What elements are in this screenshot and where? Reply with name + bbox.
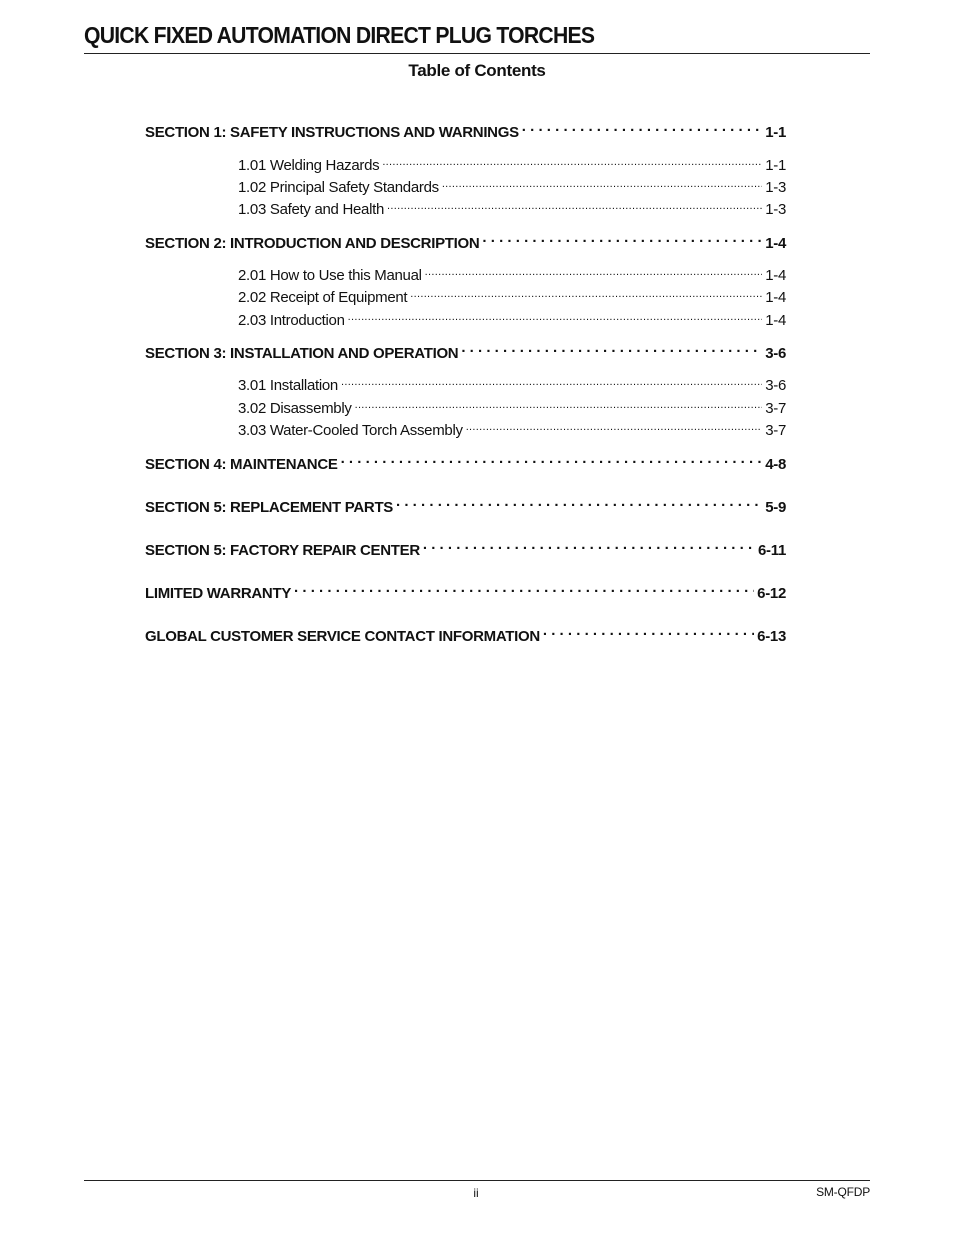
footer-page-number: ii xyxy=(473,1186,479,1200)
toc-page-number: 3-6 xyxy=(765,345,786,362)
toc-section-4[interactable] xyxy=(145,454,786,473)
toc-dot-leader xyxy=(382,155,762,170)
toc-page-number: 3-6 xyxy=(765,377,786,394)
table-of-contents xyxy=(145,0,786,700)
toc-subsection-1-02[interactable] xyxy=(238,177,786,196)
footer-divider xyxy=(84,1180,870,1181)
toc-subsection-3-02[interactable] xyxy=(238,398,786,417)
toc-entry-label: 1.02 Principal Safety Standards xyxy=(238,179,439,196)
toc-entry-label: 2.01 How to Use this Manual xyxy=(238,267,422,284)
toc-entry-label: SECTION 2: INTRODUCTION AND DESCRIPTION xyxy=(145,235,480,252)
toc-section-factory-repair[interactable] xyxy=(145,540,786,559)
toc-page-number: 6-11 xyxy=(758,542,786,559)
toc-subsection-3-03[interactable] xyxy=(238,420,786,439)
toc-page-number: 3-7 xyxy=(765,400,786,417)
toc-entry-label: 3.01 Installation xyxy=(238,377,338,394)
toc-page-number: 6-13 xyxy=(757,628,786,645)
toc-subsection-1-03[interactable] xyxy=(238,199,786,218)
toc-entry-label: 2.02 Receipt of Equipment xyxy=(238,289,408,306)
toc-subsection-1-01[interactable] xyxy=(238,155,786,174)
toc-subsection-2-03[interactable] xyxy=(238,310,786,329)
toc-dot-leader xyxy=(396,497,762,512)
toc-subsection-2-02[interactable] xyxy=(238,287,786,306)
toc-dot-leader xyxy=(341,375,762,390)
toc-subsection-3-01[interactable] xyxy=(238,375,786,394)
toc-page-number: 5-9 xyxy=(765,499,786,516)
toc-page-number: 3-7 xyxy=(765,422,786,439)
toc-page-number: 1-4 xyxy=(765,235,786,252)
toc-dot-leader xyxy=(425,265,763,280)
toc-entry-label: 2.03 Introduction xyxy=(238,312,345,329)
toc-page-number: 6-12 xyxy=(757,585,786,602)
toc-dot-leader xyxy=(466,420,763,435)
toc-page-number: 1-4 xyxy=(765,312,786,329)
toc-dot-leader xyxy=(294,583,754,598)
toc-entry-label: 3.02 Disassembly xyxy=(238,400,352,417)
toc-entry-label: SECTION 1: SAFETY INSTRUCTIONS AND WARNINGS xyxy=(145,124,519,141)
toc-entry-label: SECTION 4: MAINTENANCE xyxy=(145,456,338,473)
toc-page-number: 1-1 xyxy=(765,124,786,141)
toc-entry-label: GLOBAL CUSTOMER SERVICE CONTACT INFORMATION xyxy=(145,628,540,645)
toc-dot-leader xyxy=(410,287,762,302)
toc-page-number: 1-3 xyxy=(765,179,786,196)
toc-subsection-2-01[interactable] xyxy=(238,265,786,284)
toc-page-number: 1-1 xyxy=(765,157,786,174)
toc-entry-label: LIMITED WARRANTY xyxy=(145,585,292,602)
toc-page-number: 4-8 xyxy=(765,456,786,473)
toc-dot-leader xyxy=(482,233,762,248)
toc-section-limited-warranty[interactable] xyxy=(145,583,786,602)
toc-dot-leader xyxy=(543,626,754,641)
toc-section-3[interactable] xyxy=(145,343,786,362)
toc-section-2[interactable] xyxy=(145,233,786,252)
toc-page-number: 1-4 xyxy=(765,289,786,306)
document-title: QUICK FIXED AUTOMATION DIRECT PLUG TORCHES xyxy=(84,22,595,48)
toc-dot-leader xyxy=(348,310,763,325)
toc-entry-label: SECTION 5: REPLACEMENT PARTS xyxy=(145,499,394,516)
toc-section-5[interactable] xyxy=(145,497,786,516)
footer-document-code: SM-QFDP xyxy=(816,1185,870,1199)
toc-entry-label: 1.01 Welding Hazards xyxy=(238,157,380,174)
toc-page-number: 1-3 xyxy=(765,201,786,218)
toc-dot-leader xyxy=(442,177,762,192)
toc-section-1[interactable] xyxy=(145,122,786,141)
toc-dot-leader xyxy=(423,540,755,555)
toc-section-global-contact[interactable] xyxy=(145,626,786,645)
toc-dot-leader xyxy=(341,454,763,469)
toc-dot-leader xyxy=(387,199,762,214)
toc-entry-label: 3.03 Water-Cooled Torch Assembly xyxy=(238,422,463,439)
toc-dot-leader xyxy=(522,122,762,137)
toc-entry-label: SECTION 3: INSTALLATION AND OPERATION xyxy=(145,345,459,362)
toc-dot-leader xyxy=(355,398,763,413)
toc-heading: Table of Contents xyxy=(408,61,546,80)
toc-entry-label: SECTION 5: FACTORY REPAIR CENTER xyxy=(145,542,420,559)
toc-entry-label: 1.03 Safety and Health xyxy=(238,201,385,218)
toc-page-number: 1-4 xyxy=(765,267,786,284)
toc-dot-leader xyxy=(461,343,762,358)
